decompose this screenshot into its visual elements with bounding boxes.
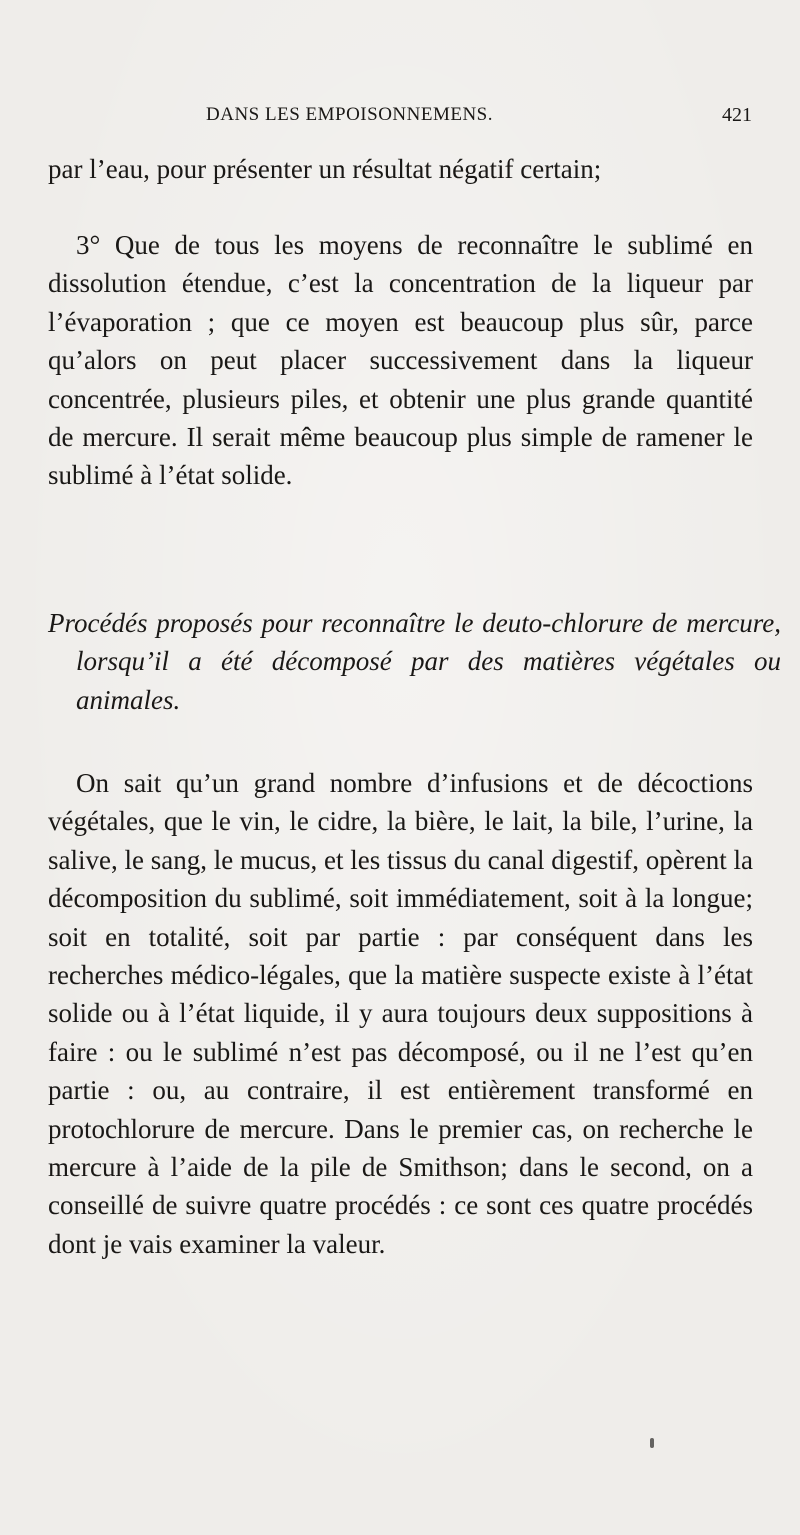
page-number: 421	[722, 104, 752, 126]
paragraph-body: On sait qu’un grand nombre d’infusions et de décoctions végétales, que le vin, le cidre, la bière, le lait, la bile, l’urine, la salive, le sang, le mucus, et les tissus du canal digestif, opèrent la décomposition du sublimé, soit immédiatement, soit à la longue; soit en totalité, soit par partie : par conséquent dans les recherches médico-légales, que la matière suspecte existe à l’état solide ou à l’état liquide, il y aura toujours deux suppositions à faire : ou le sublimé n’est pas décomposé, ou il ne l’est qu’en partie : ou, au contraire, il est entièrement transformé en protochlorure de mercure. Dans le premier cas, on recherche le mercure à l’aide de la pile de Smithson; dans le second, on a conseillé de suivre quatre procédés : ce sont ces quatre procédés dont je vais examiner la valeur.	[48, 768, 753, 1259]
ink-mark	[650, 1438, 654, 1448]
running-title: DANS LES EMPOISONNEMENS.	[206, 104, 493, 125]
page-header	[48, 98, 758, 134]
paragraph-continuation: par l’eau, pour présenter un résultat négatif certain;	[48, 154, 602, 184]
section-heading: Procédés proposés pour reconnaître le deuto-chlorure de mercure, lorsqu’il a été décomposé par des matières végétales ou animales.	[48, 608, 781, 715]
paragraph-point-3: 3° Que de tous les moyens de reconnaître le sublimé en dissolution étendue, c’est la concentration de la liqueur par l’évaporation ; que ce moyen est beaucoup plus sûr, parce qu’alors on peut placer successivement dans la liqueur concentrée, plusieurs piles, et obtenir une plus grande quantité de mercure. Il serait même beaucoup plus simple de ramener le sublimé à l’état solide.	[48, 230, 753, 491]
